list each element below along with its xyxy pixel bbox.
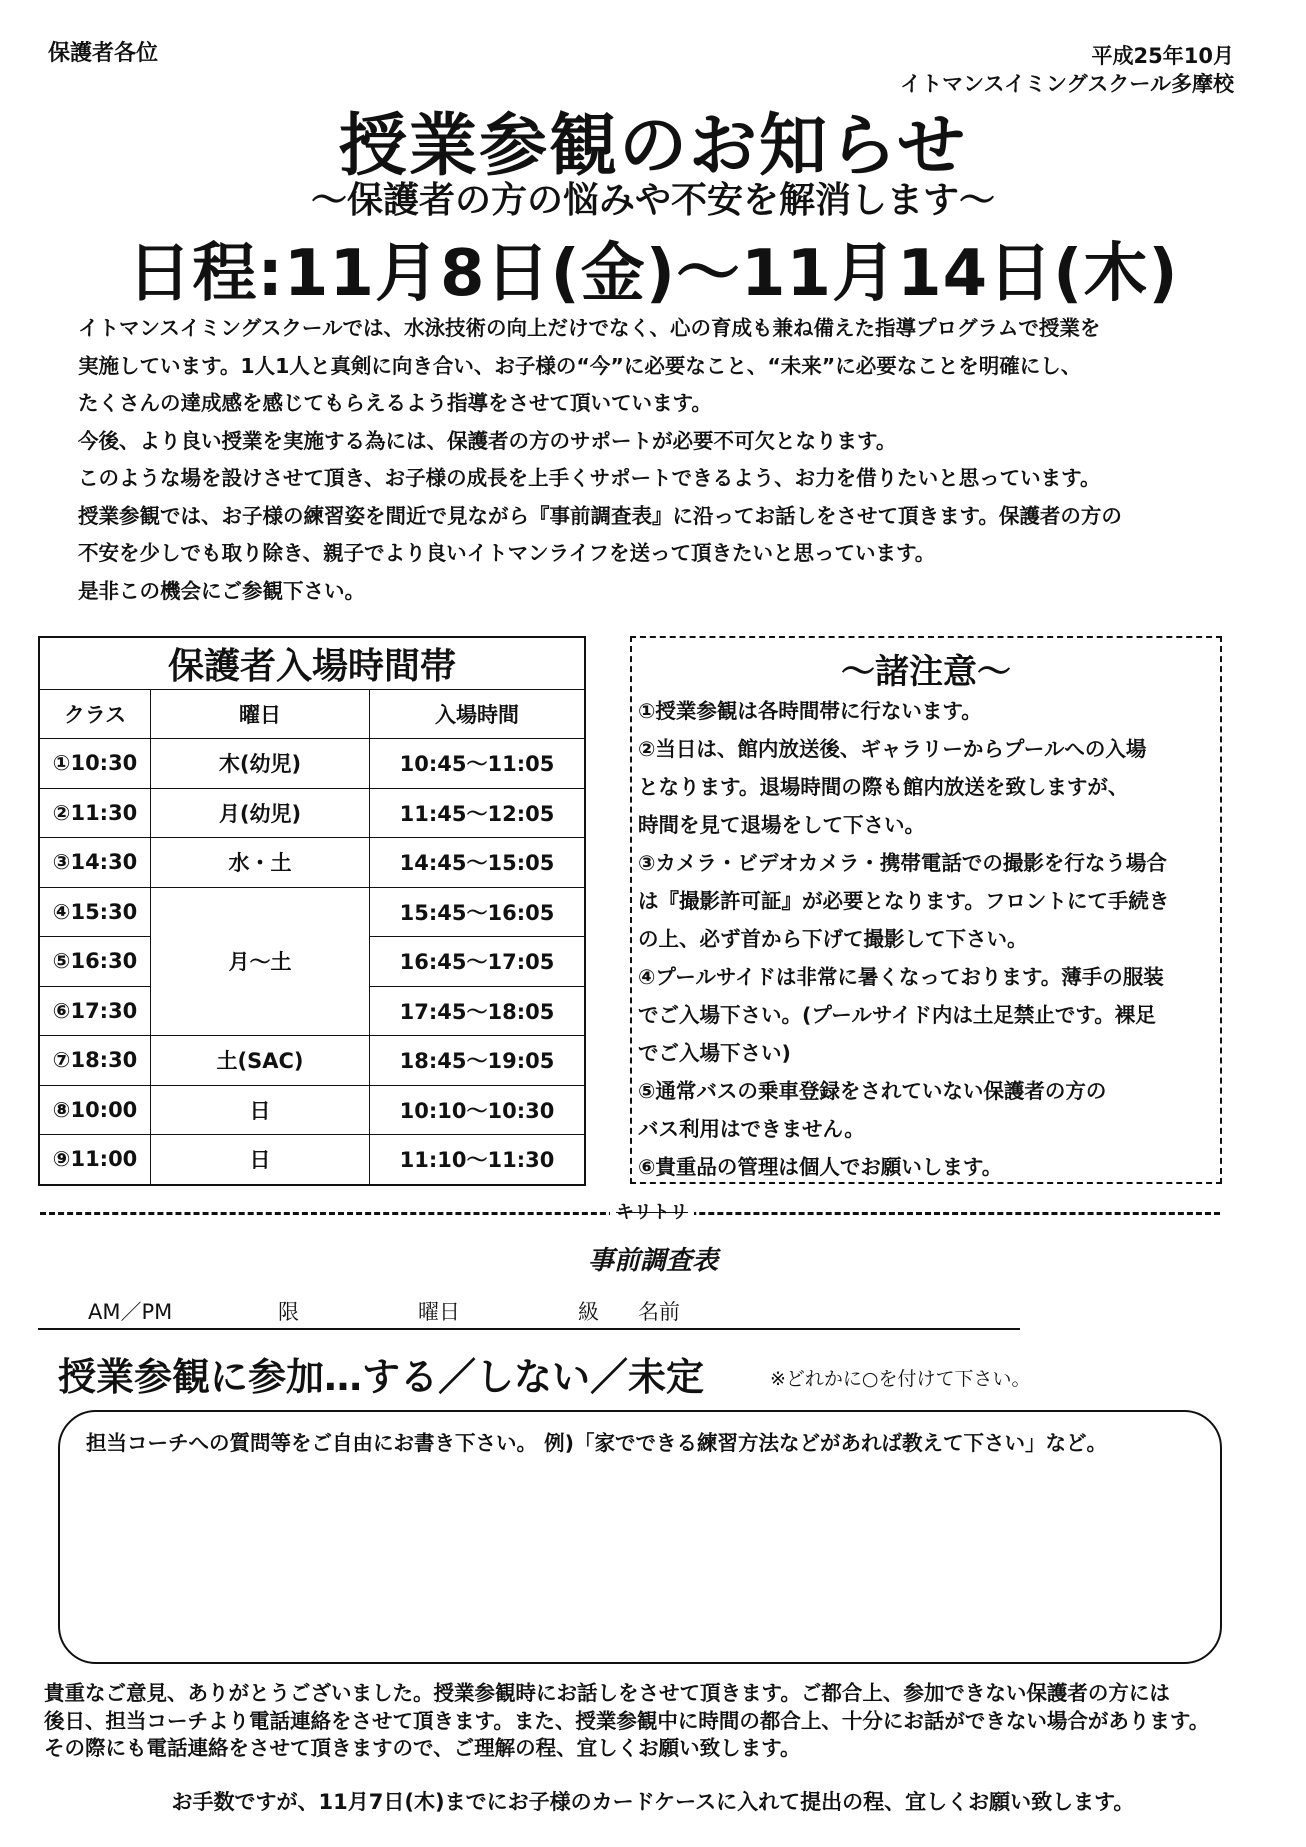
table-row bbox=[39, 788, 585, 838]
schedule-dates: 日程:11月8日(金)～11月14日(木) bbox=[127, 237, 1179, 311]
participation-note: ※どれかに○を付けて下さい。 bbox=[770, 1368, 1031, 1390]
table-title: 保護者入場時間帯 bbox=[39, 637, 585, 690]
table-row bbox=[39, 1036, 585, 1086]
closing-line: 後日、担当コーチより電話連絡をさせて頂きます。また、授業参観中に時間の都合上、十分にお話ができない場合があります。 bbox=[44, 1708, 1210, 1733]
survey-form-line[interactable] bbox=[38, 1296, 1020, 1330]
cell-day: 月～土 bbox=[151, 887, 370, 1036]
cell-class: ①10:30 bbox=[39, 739, 151, 789]
intro-line: 今後、より良い授業を実施する為には、保護者の方のサポートが必要不可欠となります。 bbox=[78, 428, 897, 453]
cell-class: ⑨11:00 bbox=[39, 1135, 151, 1185]
intro-line: このような場を設けさせて頂き、お子様の成長を上手くサポートできるよう、お力を借りたいと思っています。 bbox=[78, 466, 1101, 490]
cell-time: 10:10～10:30 bbox=[370, 1085, 586, 1135]
cell-time: 11:45～12:05 bbox=[370, 788, 586, 838]
intro-text bbox=[78, 310, 1278, 610]
cell-time: 16:45～17:05 bbox=[370, 937, 586, 987]
intro-line: 不安を少しでも取り除き、親子でより良いイトマンライフを送って頂きたいと思っています。 bbox=[78, 541, 936, 565]
header-day: 曜日 bbox=[151, 690, 370, 739]
question-box[interactable] bbox=[58, 1410, 1222, 1664]
intro-line: イトマンスイミングスクールでは、水泳技術の向上だけでなく、心の育成も兼ね備えた指導プログラムで授業を bbox=[78, 316, 1101, 340]
cell-class: ⑦18:30 bbox=[39, 1036, 151, 1086]
cell-time: 18:45～19:05 bbox=[370, 1036, 586, 1086]
intro-line: たくさんの達成感を感じてもらえるよう指導をさせて頂いています。 bbox=[78, 391, 712, 415]
notes-box bbox=[630, 636, 1222, 1184]
note-line: となります。退場時間の際も館内放送を致しますが、 bbox=[638, 775, 1129, 799]
cell-time: 17:45～18:05 bbox=[370, 986, 586, 1036]
table-row bbox=[39, 1135, 585, 1185]
cell-class: ④15:30 bbox=[39, 887, 151, 937]
participation-question[interactable]: 授業参観に参加…する／しない／未定 bbox=[58, 1355, 705, 1399]
cell-day: 月(幼児) bbox=[151, 788, 370, 838]
cell-day: 日 bbox=[151, 1085, 370, 1135]
table-row bbox=[39, 838, 585, 888]
header-class: クラス bbox=[39, 690, 151, 739]
field-level: 級 bbox=[578, 1300, 599, 1324]
field-period: 限 bbox=[278, 1300, 299, 1324]
cell-time: 10:45～11:05 bbox=[370, 739, 586, 789]
field-am-pm: AM／PM bbox=[88, 1300, 173, 1324]
intro-line: 実施しています。1人1人と真剣に向き合い、お子様の“今”に必要なこと、“未来”に必要なことを明確にし、 bbox=[78, 353, 1082, 378]
table-row bbox=[39, 1085, 585, 1135]
note-line: でご入場下さい) bbox=[638, 1041, 791, 1065]
page-subtitle: ～保護者の方の悩みや不安を解消します～ bbox=[310, 180, 995, 221]
cell-class: ⑤16:30 bbox=[39, 937, 151, 987]
note-line: バス利用はできません。 bbox=[638, 1117, 865, 1141]
field-name: 名前 bbox=[638, 1300, 680, 1324]
notes-body bbox=[632, 690, 1220, 1186]
notes-title: ～諸注意～ bbox=[841, 652, 1011, 692]
header-entry-time: 入場時間 bbox=[370, 690, 586, 739]
cell-day: 土(SAC) bbox=[151, 1036, 370, 1086]
cell-time: 11:10～11:30 bbox=[370, 1135, 586, 1185]
table-row bbox=[39, 739, 585, 789]
cut-label: キリトリ bbox=[610, 1198, 694, 1224]
note-line: ②当日は、館内放送後、ギャラリーからプールへの入場 bbox=[638, 737, 1147, 761]
field-day: 曜日 bbox=[418, 1300, 460, 1324]
note-line: は『撮影許可証』が必要となります。フロントにて手続き bbox=[638, 889, 1170, 913]
note-line: ⑥貴重品の管理は個人でお願いします。 bbox=[638, 1155, 1003, 1179]
cell-time: 15:45～16:05 bbox=[370, 887, 586, 937]
cell-class: ⑧10:00 bbox=[39, 1085, 151, 1135]
note-line: 時間を見て退場をして下さい。 bbox=[638, 813, 925, 837]
page-title: 授業参観のお知らせ bbox=[339, 107, 967, 186]
cell-time: 14:45～15:05 bbox=[370, 838, 586, 888]
closing-line: 貴重なご意見、ありがとうございました。授業参観時にお話しをさせて頂きます。ご都合上、参加できない保護者の方には bbox=[44, 1681, 1170, 1705]
cell-day: 木(幼児) bbox=[151, 739, 370, 789]
entry-time-table bbox=[38, 636, 586, 1186]
issue-date: 平成25年10月 bbox=[1091, 44, 1234, 68]
note-line: ④プールサイドは非常に暑くなっております。薄手の服装 bbox=[638, 965, 1164, 989]
intro-line: 是非この機会にご参観下さい。 bbox=[78, 578, 365, 603]
closing-line: その際にも電話連絡をさせて頂きますので、ご理解の程、宜しくお願い致します。 bbox=[44, 1736, 801, 1760]
intro-line: 授業参観では、お子様の練習姿を間近で見ながら『事前調査表』に沿ってお話しをさせて頂きます。保護者の方の bbox=[78, 503, 1122, 528]
table-row bbox=[39, 887, 585, 937]
closing-text bbox=[44, 1680, 1274, 1763]
cell-day: 水・土 bbox=[151, 838, 370, 888]
cell-class: ③14:30 bbox=[39, 838, 151, 888]
cell-class: ⑥17:30 bbox=[39, 986, 151, 1036]
cell-class: ②11:30 bbox=[39, 788, 151, 838]
survey-title: 事前調査表 bbox=[587, 1246, 718, 1276]
note-line: ①授業参観は各時間帯に行ないます。 bbox=[638, 699, 982, 723]
addressee: 保護者各位 bbox=[48, 41, 159, 66]
note-line: でご入場下さい。(プールサイド内は土足禁止です。裸足 bbox=[638, 1003, 1156, 1027]
issuer: イトマンスイミングスクール多摩校 bbox=[900, 72, 1234, 96]
submission-instruction: お手数ですが、11月7日(木)までにお子様のカードケースに入れて提出の程、宜しくお願い致します。 bbox=[171, 1790, 1135, 1814]
note-line: ⑤通常バスの乗車登録をされていない保護者の方の bbox=[638, 1079, 1107, 1103]
question-label: 担当コーチへの質問等をご自由にお書き下さい。 例)「家でできる練習方法などがあれば教えて下さい」など。 bbox=[86, 1431, 1108, 1455]
note-line: の上、必ず首から下げて撮影して下さい。 bbox=[638, 927, 1028, 951]
note-line: ③カメラ・ビデオカメラ・携帯電話での撮影を行なう場合 bbox=[638, 851, 1167, 875]
cell-day: 日 bbox=[151, 1135, 370, 1185]
